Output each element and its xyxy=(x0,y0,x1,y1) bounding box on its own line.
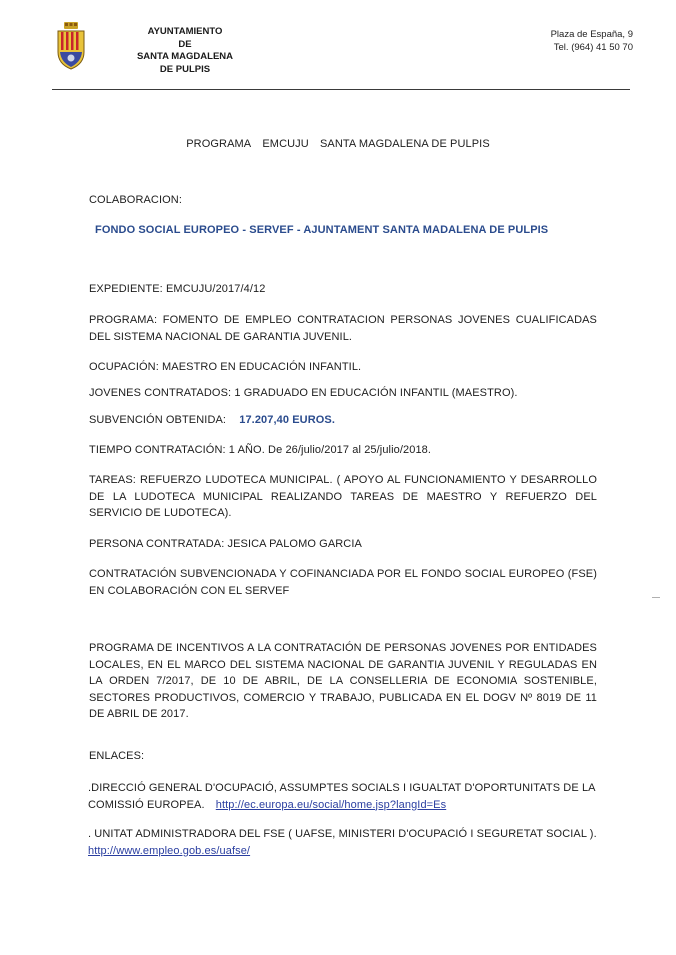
subvencion-label: SUBVENCIÓN OBTENIDA: xyxy=(89,414,227,426)
expediente-field: EXPEDIENTE: EMCUJU/2017/4/12 xyxy=(89,283,266,295)
persona-field: PERSONA CONTRATADA: JESICA PALOMO GARCIA xyxy=(89,538,362,550)
phone-line: Tel. (964) 41 50 70 xyxy=(553,41,633,53)
letterhead-municipality-name xyxy=(120,26,250,76)
title-part: PROGRAMA xyxy=(186,138,252,150)
enlace-text: COMISSIÓ EUROPEA. xyxy=(88,798,205,811)
programa-incentivos-paragraph: PROGRAMA DE INCENTIVOS A LA CONTRATACIÓN DE PERSONAS JOVENES POR ENTIDADES LOCALES, EN EL MARCO DEL SISTEMA NACIONAL DE GARANTIA JUVENIL Y REGULADAS EN LA ORDEN 7/2017, DE 10 DE ABRIL, DE LA CONSELLERIA DE ECONOMIA SOSTENIBLE, SECTORES PRODUCTIVOS, COMERCIO Y TRABAJO, PUBLICADA EN EL DOGV Nº 8019 DE 11 DE ABRIL DE 2017. xyxy=(89,642,597,720)
jovenes-field: JOVENES CONTRATADOS: 1 GRADUADO EN EDUCACIÓN INFANTIL (MAESTRO). xyxy=(89,387,518,399)
letterhead-name-line: AYUNTAMIENTO xyxy=(147,26,223,37)
letterhead-name-line: DE xyxy=(178,38,192,50)
ec-europa-link[interactable]: http://ec.europa.eu/social/home.jsp?langId=Es xyxy=(215,798,447,811)
address-line: Plaza de España, 9 xyxy=(550,29,633,40)
subvencion-value: 17.207,40 EUROS. xyxy=(239,414,336,426)
scan-artifact xyxy=(652,597,660,598)
letterhead-name-line: SANTA MAGDALENA xyxy=(136,51,234,62)
coat-of-arms-icon xyxy=(55,22,87,70)
enlace-text: .DIRECCIÓ GENERAL D'OCUPACIÓ, ASSUMPTES SOCIALS I IGUALTAT D'OPORTUNITATS DE LA xyxy=(88,782,596,794)
colaboracion-label: COLABORACION: xyxy=(89,194,182,206)
page-title xyxy=(0,136,676,153)
enlaces-label: ENLACES: xyxy=(89,750,145,762)
letterhead-name-line: DE PULPIS xyxy=(159,63,211,75)
tiempo-field: TIEMPO CONTRATACIÓN: 1 AÑO. De 26/julio/2017 al 25/julio/2018. xyxy=(89,444,432,456)
enlace-text-line2 xyxy=(88,797,608,814)
tareas-field: TAREAS: REFUERZO LUDOTECA MUNICIPAL. ( APOYO AL FUNCIONAMIENTO Y DESARROLLO DE LA LUDOTECA MUNICIPAL REALIZANDO TAREAS DE MAESTRO Y REFUERZO DEL SERVICIO DE LUDOTECA). xyxy=(89,474,597,519)
title-part: SANTA MAGDALENA DE PULPIS xyxy=(319,138,490,150)
enlace-text: . UNITAT ADMINISTRADORA DEL FSE ( UAFSE, MINISTERI D'OCUPACIÓ I SEGURETAT SOCIAL ). xyxy=(88,828,597,840)
subvencion-field xyxy=(89,412,335,429)
programa-field: PROGRAMA: FOMENTO DE EMPLEO CONTRATACION PERSONAS JOVENES CUALIFICADAS DEL SISTEMA NACIONAL DE GARANTIA JUVENIL. xyxy=(89,314,597,343)
letterhead-address xyxy=(505,29,633,54)
colaboracion-entities: FONDO SOCIAL EUROPEO - SERVEF - AJUNTAMENT SANTA MADALENA DE PULPIS xyxy=(95,224,549,236)
uafse-link[interactable]: http://www.empleo.gob.es/uafse/ xyxy=(88,844,251,857)
cofinanciada-field: CONTRATACIÓN SUBVENCIONADA Y COFINANCIADA POR EL FONDO SOCIAL EUROPEO (FSE) EN COLABORACIÓN CON EL SERVEF xyxy=(89,568,597,597)
header-divider xyxy=(52,89,630,90)
title-part: EMCUJU xyxy=(262,138,309,150)
enlace-item xyxy=(88,780,608,813)
enlace-item xyxy=(88,826,608,859)
ocupacion-field: OCUPACIÓN: MAESTRO EN EDUCACIÓN INFANTIL. xyxy=(89,361,362,373)
